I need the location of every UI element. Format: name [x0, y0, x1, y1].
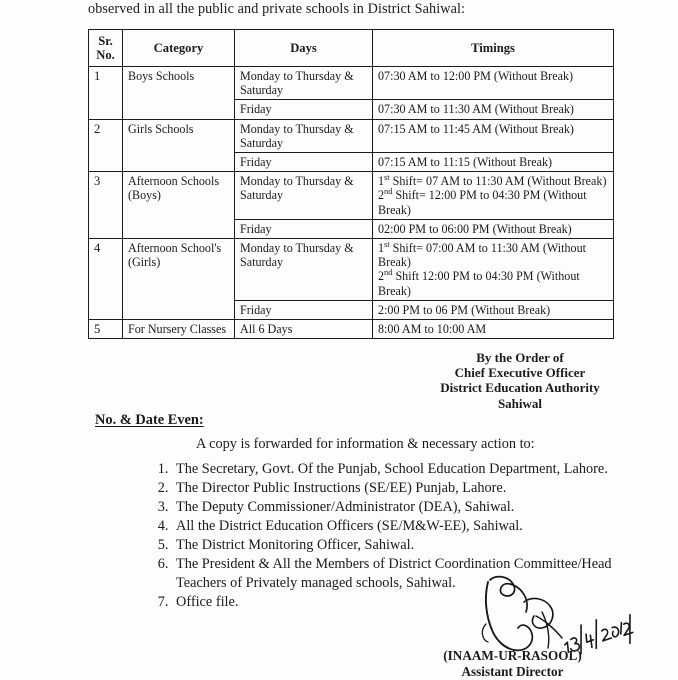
cell-timing: 8:00 AM to 10:00 AM — [373, 320, 614, 339]
signer-name: (INAAM-UR-RASOOL) — [443, 648, 582, 663]
cell-category: Boys Schools — [123, 67, 235, 120]
order-line-by-order-of: By the Order of — [476, 350, 564, 365]
cell-days: Friday — [235, 300, 373, 319]
table-row — [89, 67, 614, 100]
cell-timing: 02:00 PM to 06:00 PM (Without Break) — [373, 219, 614, 238]
shift-1-timing: Shift= 07 AM to 11:30 AM (Without Break) — [389, 174, 607, 189]
shift-2-timing: Shift 12:00 PM to 04:30 PM (Without Break) — [378, 269, 580, 298]
cell-category: For Nursery Classes — [123, 320, 235, 339]
cell-sr-no: 1 — [89, 67, 123, 120]
shift-2-ordinal-suffix: nd — [384, 187, 393, 197]
list-item: 3. The Deputy Commissioner/Administrator (DEA), Sahiwal. — [172, 498, 622, 517]
school-timings-table-container — [88, 29, 614, 339]
list-item: 5. The District Monitoring Officer, Sahiwal. — [172, 536, 622, 555]
cell-days: Friday — [235, 100, 373, 119]
shift-1-ordinal-suffix: st — [384, 240, 390, 249]
table-row — [89, 320, 614, 339]
shift-1-ordinal: 1 — [378, 174, 385, 189]
cell-timing: 07:30 AM to 11:30 AM (Without Break) — [373, 100, 614, 119]
order-line-authority: District Education Authority — [440, 380, 600, 396]
cell-days: Monday to Thursday & Saturday — [235, 67, 373, 100]
order-authority-block — [385, 350, 655, 411]
column-header-days: Days — [235, 30, 373, 67]
table-row — [89, 239, 614, 301]
order-line-ceo: Chief Executive Officer — [454, 365, 586, 381]
cell-timing: 07:15 AM to 11:15 (Without Break) — [373, 153, 614, 172]
cell-sr-no: 2 — [89, 119, 123, 172]
cell-category: Afternoon Schools (Boys) — [123, 172, 235, 239]
cell-days: All 6 Days — [235, 320, 373, 339]
signer-designation: Assistant Director — [461, 663, 564, 679]
table-row — [89, 172, 614, 220]
cell-category: Afternoon School's (Girls) — [123, 239, 235, 320]
cell-days: Monday to Thursday & Saturday — [235, 119, 373, 152]
recipients-list — [150, 460, 622, 612]
cell-timing-shifts — [373, 239, 614, 301]
sr-no-line1: Sr. — [98, 33, 113, 48]
copy-forwarded-line: A copy is forwarded for information & necessary action to: — [196, 436, 535, 452]
list-item: 2. The Director Public Instructions (SE/EE) Punjab, Lahore. — [172, 479, 622, 498]
shift-2-ordinal: 2 — [378, 269, 385, 284]
column-header-sr-no — [89, 30, 123, 67]
cell-days: Friday — [235, 153, 373, 172]
no-and-date-even-label: No. & Date Even: — [95, 412, 204, 428]
cell-days: Monday to Thursday & Saturday — [235, 239, 373, 301]
sr-no-line2: No. — [96, 48, 115, 62]
cell-category: Girls Schools — [123, 119, 235, 172]
shift-1-ordinal-suffix: st — [384, 173, 390, 183]
cell-days: Monday to Thursday & Saturday — [235, 172, 373, 220]
order-line-district: Sahiwal — [497, 395, 543, 411]
column-header-timings: Timings — [373, 30, 614, 67]
cell-timing: 07:15 AM to 11:45 AM (Without Break) — [373, 119, 614, 152]
cell-sr-no: 3 — [89, 172, 123, 239]
cell-timing: 07:30 AM to 12:00 PM (Without Break) — [373, 67, 614, 100]
cell-sr-no: 5 — [89, 320, 123, 339]
table-row — [89, 119, 614, 152]
intro-paragraph: observed in all the public and private schools in District Sahiwal: — [88, 1, 466, 17]
table-header-row — [89, 30, 614, 67]
list-item: 7. Office file. — [172, 593, 622, 612]
cell-timing: 2:00 PM to 06 PM (Without Break) — [373, 300, 614, 319]
list-item: 6. The President & All the Members of District Coordination Committee/Head Teachers of Privately managed schools, Sahiwal. — [172, 555, 622, 592]
list-item: 1. The Secretary, Govt. Of the Punjab, School Education Department, Lahore. — [172, 460, 622, 479]
cell-sr-no: 4 — [89, 239, 123, 320]
list-item: 4. All the District Education Officers (SE/M&W-EE), Sahiwal. — [172, 517, 622, 536]
shift-2-ordinal: 2 — [378, 188, 385, 203]
shift-1-ordinal: 1 — [378, 241, 385, 256]
shift-2-timing: Shift= 12:00 PM to 04:30 PM (Without Break) — [378, 188, 587, 217]
cell-timing-shifts — [373, 172, 614, 220]
shift-2-ordinal-suffix: nd — [384, 268, 393, 278]
school-timings-table — [88, 29, 614, 339]
cell-days: Friday — [235, 219, 373, 238]
column-header-category: Category — [123, 30, 235, 67]
signer-block — [390, 648, 635, 679]
shift-1-timing: Shift= 07:00 AM to 11:30 AM (Without Break) — [378, 241, 587, 270]
